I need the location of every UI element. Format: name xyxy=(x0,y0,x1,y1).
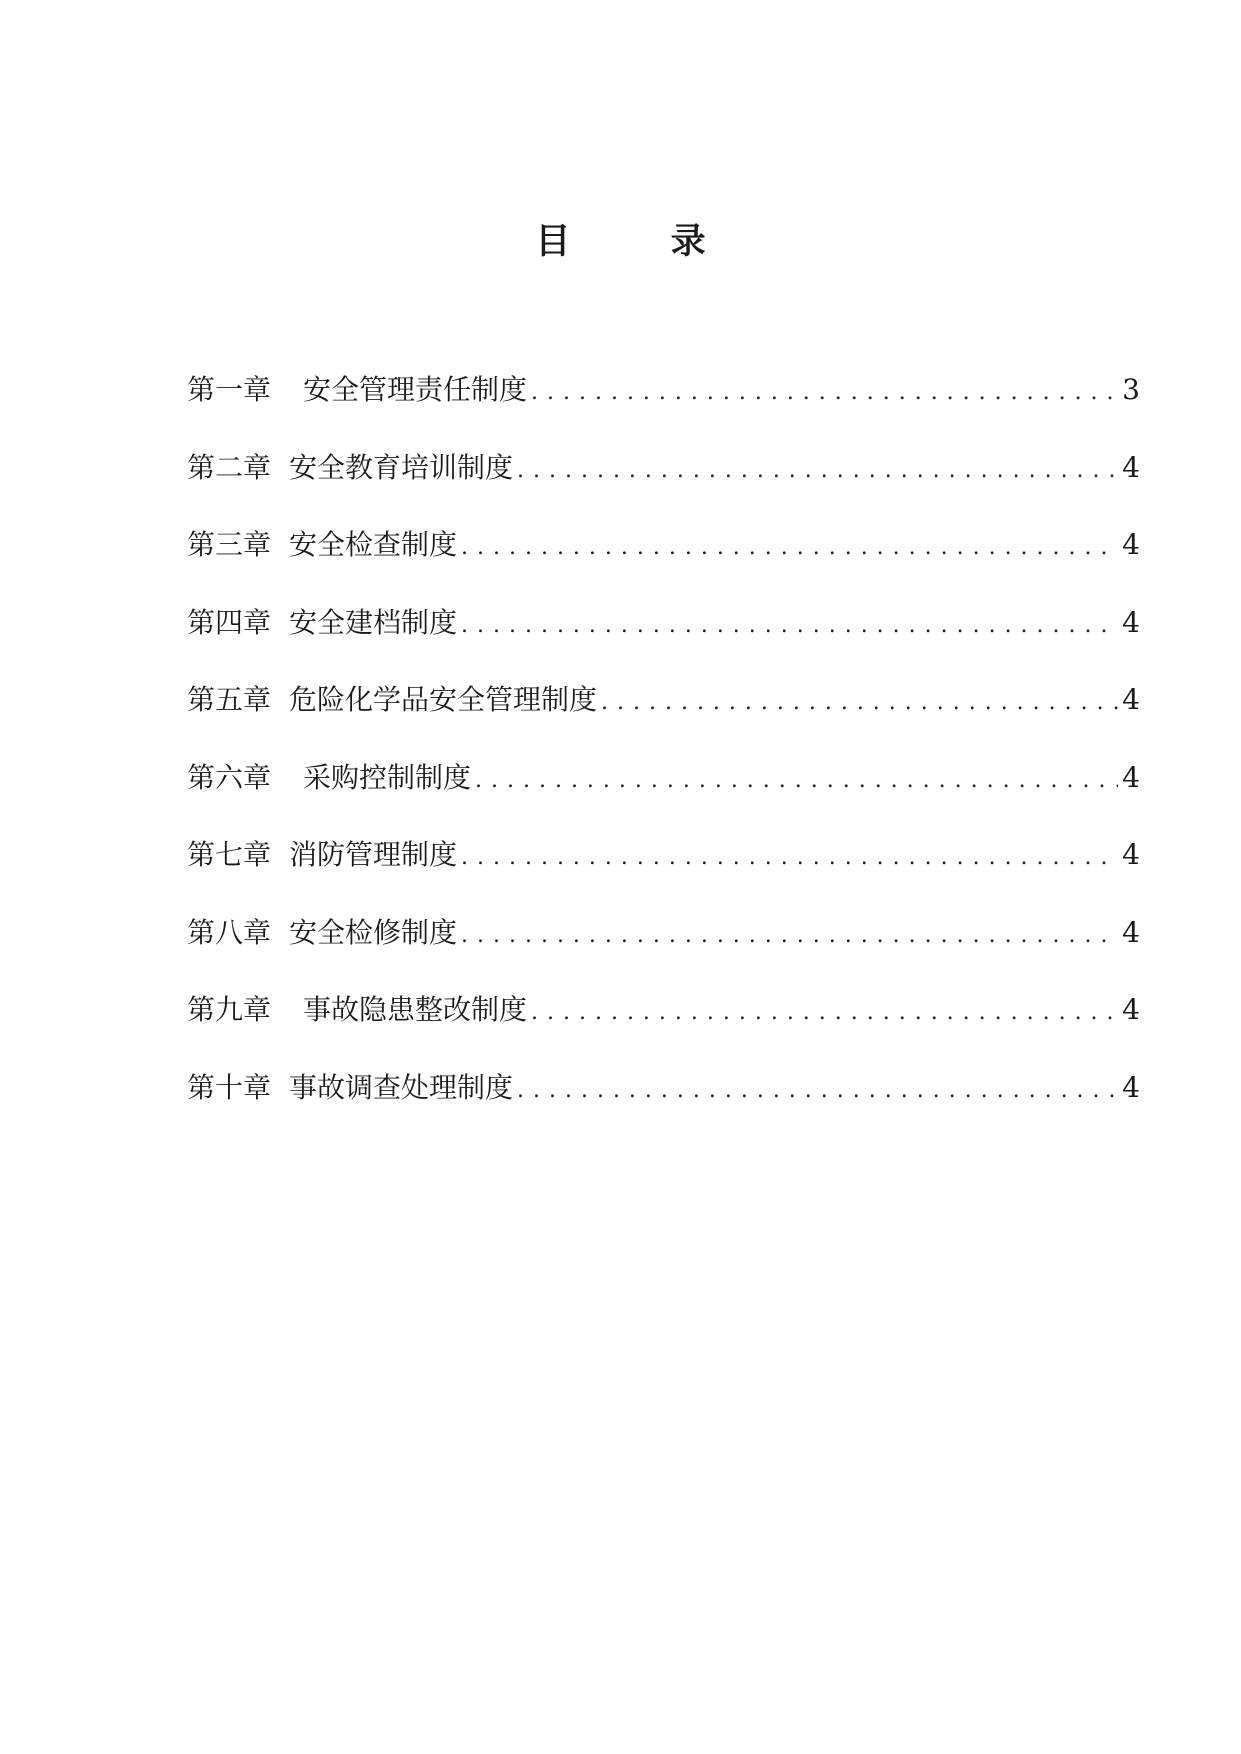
toc-chapter-number: 第一章 xyxy=(187,373,272,406)
toc-entry[interactable] xyxy=(187,758,1140,836)
toc-chapter-number: 第五章 xyxy=(187,683,272,716)
toc-dot-leader xyxy=(517,451,1118,491)
toc-dot-leader xyxy=(531,993,1118,1033)
toc-chapter-number: 第四章 xyxy=(187,605,272,639)
toc-chapter-title: 安全教育培训制度 xyxy=(289,450,514,484)
toc-chapter-number: 第二章 xyxy=(187,450,272,484)
toc-dot-leader xyxy=(461,528,1118,568)
toc-page-number: 4 xyxy=(1122,760,1140,794)
toc-chapter-number: 第六章 xyxy=(187,760,272,794)
toc-dot-leader xyxy=(601,683,1118,723)
toc-page-number: 4 xyxy=(1122,838,1140,871)
toc-dot-leader xyxy=(531,373,1118,413)
toc-chapter-title: 安全管理责任制度 xyxy=(303,373,528,406)
toc-entry[interactable] xyxy=(187,370,1140,448)
toc-entry[interactable] xyxy=(187,448,1140,526)
toc-chapter-number: 第十章 xyxy=(187,1070,272,1104)
toc-page-number: 3 xyxy=(1122,373,1140,406)
toc-chapter-title: 危险化学品安全管理制度 xyxy=(289,683,598,716)
toc-title: 目 录 xyxy=(535,222,750,262)
toc-chapter-number: 第七章 xyxy=(187,838,272,871)
toc-dot-leader xyxy=(461,838,1118,878)
toc-chapter-number: 第九章 xyxy=(187,993,272,1026)
toc-chapter-number: 第三章 xyxy=(187,528,272,561)
toc-entry[interactable] xyxy=(187,990,1140,1068)
toc-dot-leader xyxy=(517,1071,1118,1111)
toc-chapter-title: 事故隐患整改制度 xyxy=(303,993,528,1026)
toc-page-number: 4 xyxy=(1122,528,1140,561)
toc-page-number: 4 xyxy=(1122,605,1140,639)
toc-entry[interactable] xyxy=(187,603,1140,681)
toc-chapter-title: 安全检修制度 xyxy=(289,915,458,949)
toc-chapter-title: 安全检查制度 xyxy=(289,528,458,561)
toc-page-number: 4 xyxy=(1122,450,1140,484)
toc-chapter-title: 采购控制制度 xyxy=(303,760,472,794)
toc-chapter-title: 事故调查处理制度 xyxy=(289,1070,514,1104)
toc-entry[interactable] xyxy=(187,835,1140,913)
toc-page-number: 4 xyxy=(1122,993,1140,1026)
toc-page-number: 4 xyxy=(1122,915,1140,949)
toc-entry[interactable] xyxy=(187,680,1140,758)
toc-entry[interactable] xyxy=(187,913,1140,991)
toc-chapter-title: 消防管理制度 xyxy=(289,838,458,871)
toc-page-number: 4 xyxy=(1122,1070,1140,1104)
toc-list xyxy=(187,370,1140,1145)
toc-entry[interactable] xyxy=(187,525,1140,603)
toc-dot-leader xyxy=(475,761,1118,801)
toc-chapter-title: 安全建档制度 xyxy=(289,605,458,639)
toc-chapter-number: 第八章 xyxy=(187,915,272,949)
toc-dot-leader xyxy=(461,606,1118,646)
toc-page-number: 4 xyxy=(1122,683,1140,716)
toc-dot-leader xyxy=(461,916,1118,956)
toc-entry[interactable] xyxy=(187,1068,1140,1146)
